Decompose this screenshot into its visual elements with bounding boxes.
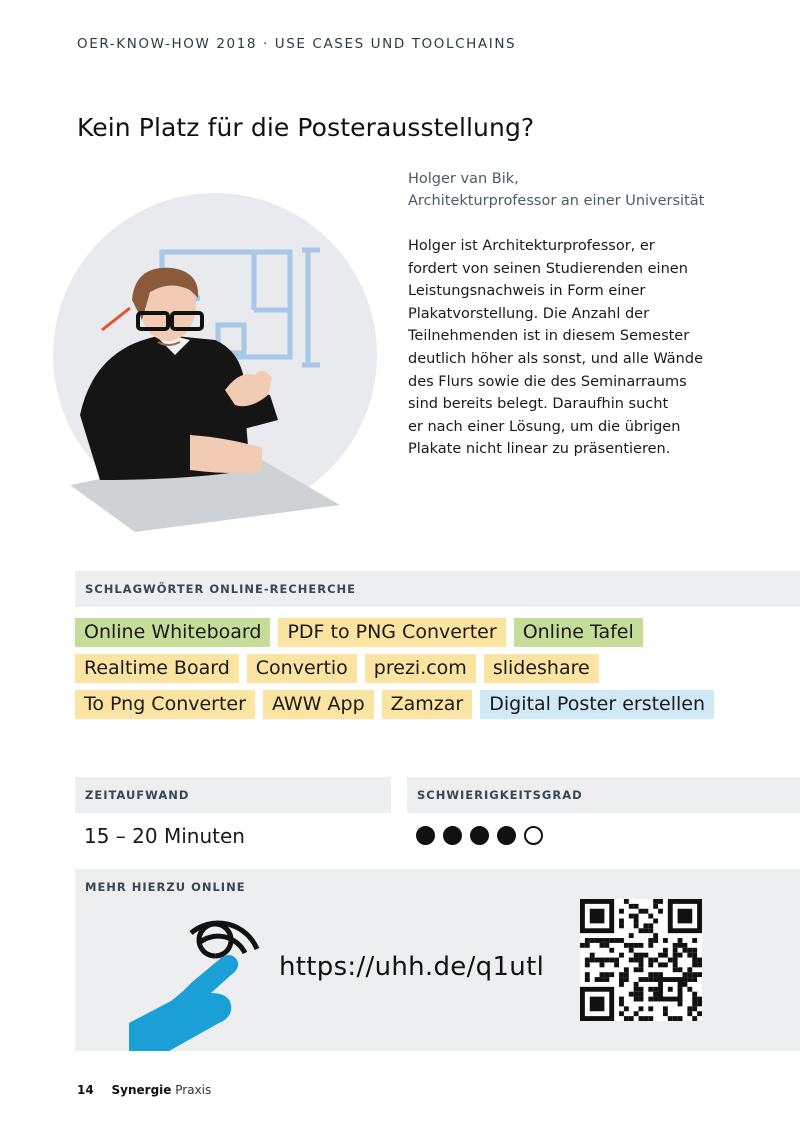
description-line: fordert von seinen Studierenden einen <box>408 260 688 277</box>
difficulty-label: SCHWIERIGKEITSGRAD <box>417 788 583 802</box>
tag-zamzar: Zamzar <box>382 690 473 719</box>
running-header: OER-KNOW-HOW 2018 · USE CASES UND TOOLCHAINS <box>77 36 517 52</box>
description-line: Plakatvorstellung. Die Anzahl der <box>408 305 650 322</box>
difficulty-dot <box>470 826 489 845</box>
online-panel <box>75 869 800 1051</box>
touch-hand-icon <box>129 913 269 1051</box>
tag-row <box>75 654 775 683</box>
time-value: 15 – 20 Minuten <box>84 824 245 848</box>
description-line: Teilnehmenden ist in diesem Semester <box>408 328 690 345</box>
online-label: MEHR HIERZU ONLINE <box>85 880 246 894</box>
author-block <box>408 168 768 212</box>
tag-digital-poster-erstellen: Digital Poster erstellen <box>480 690 714 719</box>
author-role: Architekturprofessor an einer Universität <box>408 193 705 209</box>
description-line: Plakate nicht linear zu präsentieren. <box>408 441 671 458</box>
difficulty-header-bar <box>407 777 800 813</box>
tag-prezi: prezi.com <box>365 654 476 683</box>
keywords-header-bar <box>75 571 800 607</box>
description <box>408 235 738 461</box>
description-line: des Flurs sowie die des Seminarraums <box>408 373 687 390</box>
tag-realtime-board: Realtime Board <box>75 654 239 683</box>
tag-convertio: Convertio <box>247 654 357 683</box>
page-number: 14 <box>77 1083 94 1097</box>
tag-to-png-converter: To Png Converter <box>75 690 255 719</box>
tag-online-whiteboard: Online Whiteboard <box>75 618 270 647</box>
description-line: Holger ist Architekturprofessor, er <box>408 238 655 254</box>
keyword-tags <box>75 618 775 726</box>
description-line: deutlich höher als sonst, und alle Wände <box>408 350 703 367</box>
difficulty-dot <box>497 826 516 845</box>
difficulty-dot <box>416 826 435 845</box>
author-name: Holger van Bik, <box>408 171 519 187</box>
keywords-label: SCHLAGWÖRTER ONLINE-RECHERCHE <box>85 582 357 596</box>
tag-row <box>75 690 775 719</box>
tag-aww-app: AWW App <box>263 690 374 719</box>
tag-slideshare: slideshare <box>484 654 599 683</box>
difficulty-dot <box>443 826 462 845</box>
time-header-bar <box>75 777 391 813</box>
qr-code-icon[interactable] <box>580 899 702 1021</box>
difficulty-dot <box>524 826 543 845</box>
online-link[interactable]: https://uhh.de/q1utl <box>279 952 545 982</box>
architect-illustration <box>40 180 380 540</box>
difficulty-rating <box>416 826 543 845</box>
page-title: Kein Platz für die Posterausstellung? <box>77 113 535 142</box>
tag-online-tafel: Online Tafel <box>514 618 643 647</box>
description-line: Leistungsnachweis in Form einer <box>408 283 646 300</box>
tag-pdf-to-png-converter: PDF to PNG Converter <box>278 618 505 647</box>
tag-row <box>75 618 775 647</box>
description-line: er nach einer Lösung, um die übrigen <box>408 418 681 435</box>
footer-brand: Synergie <box>111 1083 172 1097</box>
time-label: ZEITAUFWAND <box>85 788 190 802</box>
footer-brand-sub: Praxis <box>175 1083 212 1097</box>
description-line: sind bereits belegt. Daraufhin sucht <box>408 396 669 413</box>
page-footer <box>77 1083 211 1097</box>
